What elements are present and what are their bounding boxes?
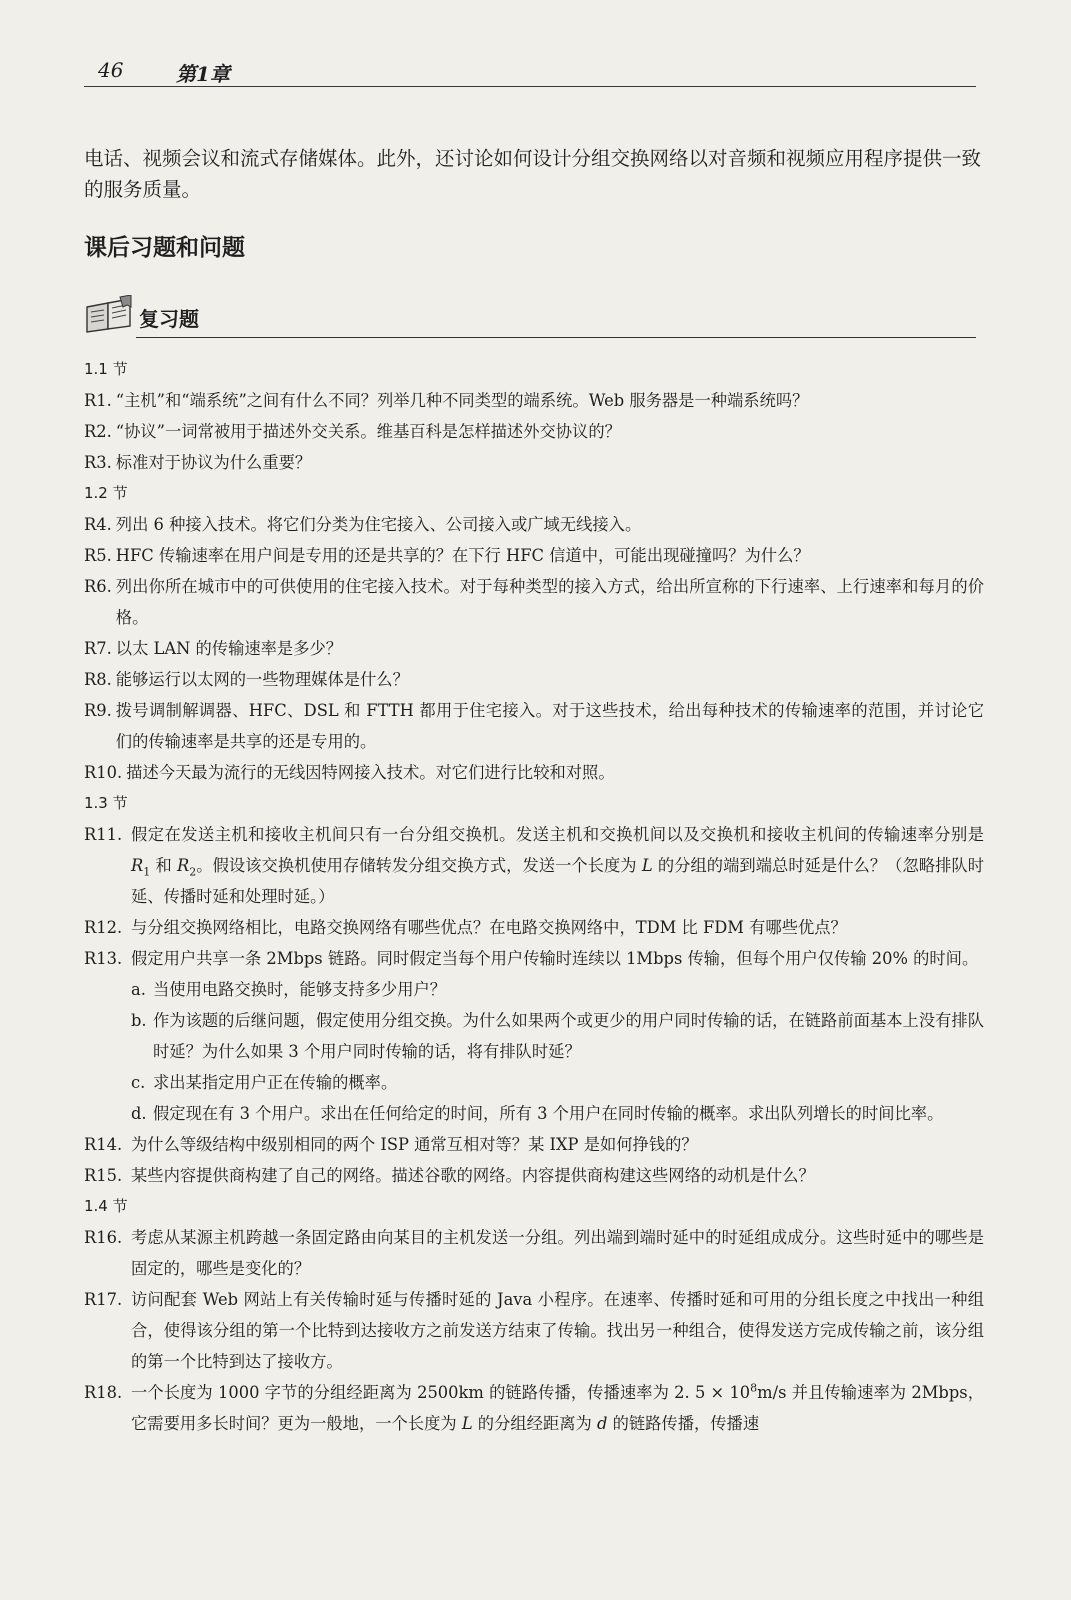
question-r13 [84,943,984,974]
question-text [131,819,984,912]
question-number: R18. [84,1383,123,1402]
question-text: “协议”一词常被用于描述外交关系。维基百科是怎样描述外交协议的？ [115,422,621,441]
question-r10 [84,757,984,788]
question-r11 [84,819,984,912]
question-text: 考虑从某源主机跨越一条固定路由向某目的主机发送一分组。列出端到端时延中的时延组成成分。这些时延中的哪些是固定的，哪些是变化的？ [131,1228,984,1278]
page-header [84,58,976,88]
section-heading: 1.1 节 [84,360,128,378]
question-text [131,1377,984,1439]
question-r2 [84,416,984,447]
section-heading: 1.2 节 [84,484,128,502]
question-number: R9. [84,701,112,720]
question-r5 [84,540,984,571]
chapter-label: 第1章 [176,62,230,86]
section-heading: 1.4 节 [84,1197,128,1215]
subquestion-c [84,1067,984,1098]
question-number: R10. [84,763,123,782]
superscript: 8 [750,1381,758,1395]
question-number: R17. [84,1290,123,1309]
question-text-part: 。假设该交换机使用存储转发分组交换方式，发送一个长度为 [196,856,642,875]
page-number: 46 [98,58,124,82]
question-text-part: 的链路传播，传播速 [607,1414,760,1433]
question-number: R8. [84,670,112,689]
question-text-part: 的分组经距离为 [472,1414,597,1433]
review-heading-rule [136,337,976,338]
question-number: R15. [84,1166,123,1185]
question-r16 [84,1222,984,1284]
question-text: 以太 LAN 的传输速率是多少？ [115,639,343,658]
subquestion-label: d. [131,1104,147,1123]
question-text: 访问配套 Web 网站上有关传输时延与传播时延的 Java 小程序。在速率、传播时延和可用的分组长度之中找出一种组合，使得该分组的第一个比特到达接收方之前发送方结束了传输。找出另一种组合，使得发送方完成传输之前，该分组的第一个比特到达了接收方。 [131,1290,984,1371]
subquestion-text: 当使用电路交换时，能够支持多少用户？ [153,980,447,999]
subquestion-text: 作为该题的后继问题，假定使用分组交换。为什么如果两个或更少的用户同时传输的话，在链路前面基本上没有排队时延？为什么如果 3 个用户同时传输的话，将有排队时延？ [153,1011,984,1061]
variable-r: R [131,856,144,875]
subquestion-b [84,1005,984,1067]
question-text: 假定用户共享一条 2Mbps 链路。同时假定当每个用户传输时连续以 1Mbps 传输，但每个用户仅传输 20% 的时间。 [131,949,979,968]
question-text: “主机”和“端系统”之间有什么不同？列举几种不同类型的端系统。Web 服务器是一种端系统吗？ [115,391,809,410]
question-r15 [84,1160,984,1191]
subquestion-d [84,1098,984,1129]
question-number: R6. [84,577,112,596]
question-text: 列出你所在城市中的可供使用的住宅接入技术。对于每种类型的接入方式，给出所宣称的下行速率、上行速率和每月的价格。 [115,577,984,627]
question-number: R11. [84,825,123,844]
section-heading: 1.3 节 [84,794,128,812]
question-text-part: 和 [150,856,177,875]
question-r4 [84,509,984,540]
subquestion-a [84,974,984,1005]
question-text: 与分组交换网络相比，电路交换网络有哪些优点？在电路交换网络中，TDM 比 FDM 有哪些优点？ [131,918,847,937]
subquestion-text: 求出某指定用户正在传输的概率。 [153,1073,398,1092]
variable-r: R [176,856,190,875]
subscript: 2 [189,865,197,879]
question-r17 [84,1284,984,1377]
question-text: 能够运行以太网的一些物理媒体是什么？ [115,670,409,689]
question-list [84,354,984,1439]
question-r18 [84,1377,984,1439]
question-number: R13. [84,949,123,968]
subquestion-label: b. [131,1011,147,1030]
intro-paragraph: 电话、视频会议和流式存储媒体。此外，还讨论如何设计分组交换网络以对音频和视频应用程序提供一致的服务质量。 [84,147,982,201]
review-heading-label: 复习题 [139,307,199,331]
question-text-part: 假定在发送主机和接收主机间只有一台分组交换机。发送主机和交换机间以及交换机和接收主机间的传输速率分别是 [131,825,984,844]
variable-l: L [641,856,653,875]
question-number: R12. [84,918,123,937]
question-text: 拨号调制解调器、HFC、DSL 和 FTTH 都用于住宅接入。对于这些技术，给出每种技术的传输速率的范围，并讨论它们的传输速率是共享的还是专用的。 [115,701,984,751]
subquestion-label: c. [131,1073,146,1092]
question-number: R14. [84,1135,123,1154]
question-number: R4. [84,515,112,534]
question-number: R1. [84,391,112,410]
question-text: 标准对于协议为什么重要？ [115,453,312,472]
question-text-part: 的分组的端到端总时延是什么？（忽略排队时延、传播时延和处理时延。） [131,856,984,906]
question-number: R3. [84,453,112,472]
variable-l: L [461,1414,473,1433]
question-r3 [84,447,984,478]
question-number: R7. [84,639,112,658]
question-r8 [84,664,984,695]
variable-d: d [596,1414,608,1433]
question-text: 描述今天最为流行的无线因特网接入技术。对它们进行比较和对照。 [126,763,615,782]
question-number: R2. [84,422,112,441]
question-r12 [84,912,984,943]
question-r1 [84,385,984,416]
subquestion-label: a. [131,980,146,999]
question-text: 列出 6 种接入技术。将它们分类为住宅接入、公司接入或广域无线接入。 [115,515,642,534]
question-number: R5. [84,546,112,565]
question-text-part: m/s 并且传输速率为 2Mbps，它需要用多长时间？更为一般地，一个长度为 [131,1383,984,1433]
header-rule [84,86,976,87]
question-r14 [84,1129,984,1160]
book-icon [84,295,134,333]
section-title: 课后习题和问题 [84,235,245,261]
question-r9 [84,695,984,757]
question-number: R16. [84,1228,123,1247]
subscript: 1 [143,865,151,879]
review-heading [84,293,976,341]
question-text: 某些内容提供商构建了自己的网络。描述谷歌的网络。内容提供商构建这些网络的动机是什么？ [131,1166,815,1185]
question-text: HFC 传输速率在用户间是专用的还是共享的？在下行 HFC 信道中，可能出现碰撞吗？为什么？ [115,546,810,565]
question-text: 为什么等级结构中级别相同的两个 ISP 通常互相对等？某 IXP 是如何挣钱的？ [131,1135,698,1154]
question-text-part: 一个长度为 1000 字节的分组经距离为 2500km 的链路传播，传播速率为 2. 5 × 10 [131,1383,751,1402]
question-r6 [84,571,984,633]
subquestion-text: 假定现在有 3 个用户。求出在任何给定的时间，所有 3 个用户在同时传输的概率。求出队列增长的时间比率。 [153,1104,944,1123]
question-r7 [84,633,984,664]
